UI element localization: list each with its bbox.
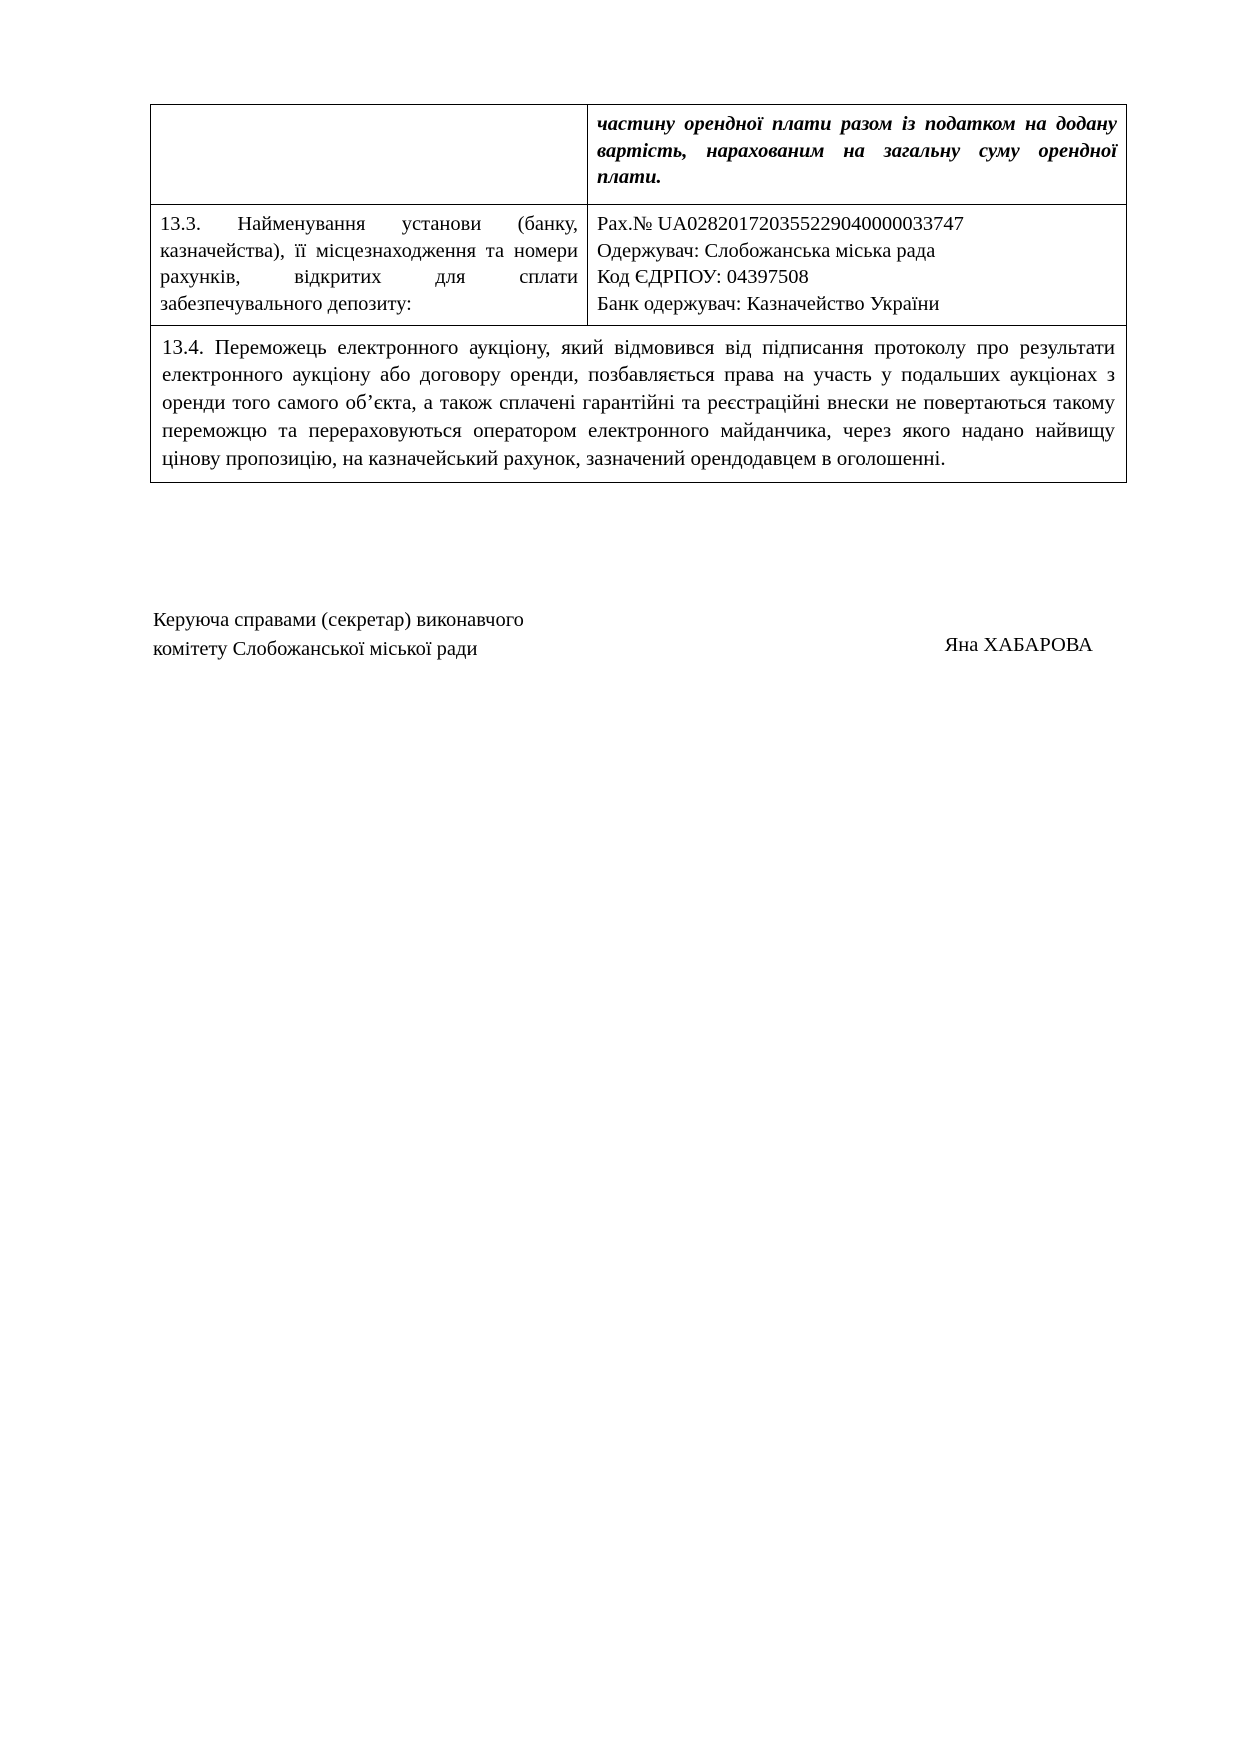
signatory-position bbox=[153, 606, 713, 664]
clause-13-3-label: 13.3. Найменування установи (банку, казначейства), її місцезнаходження та номери рахунків, відкритих для сплати забезпечувального депозиту: bbox=[151, 205, 588, 326]
continuation-right-cell: частину орендної плати разом із податком на додану вартість, нарахованим на загальну суму орендної плати. bbox=[588, 105, 1127, 205]
signature-block bbox=[153, 606, 1093, 664]
edrpou-line: Код ЄДРПОУ: 04397508 bbox=[597, 266, 809, 289]
signatory-position-line-1: Керуюча справами (секретар) виконавчого bbox=[153, 609, 524, 631]
recipient-line: Одержувач: Слобожанська міська рада bbox=[597, 239, 936, 262]
table-row bbox=[151, 105, 1127, 205]
signatory-position-line-2: комітету Слобожанської міської ради bbox=[153, 638, 478, 661]
table-row bbox=[151, 325, 1127, 483]
account-number-line: Рах.№ UA028201720355229040000033747 bbox=[597, 213, 964, 235]
signatory-name: Яна ХАБАРОВА bbox=[944, 634, 1093, 656]
requisites-table bbox=[150, 104, 1127, 483]
bank-line: Банк одержувач: Казначейство України bbox=[597, 292, 940, 315]
table-row bbox=[151, 205, 1127, 326]
clause-13-3-values bbox=[588, 205, 1127, 326]
continuation-left-cell bbox=[151, 105, 588, 205]
clause-13-4-text: 13.4. Переможець електронного аукціону, який відмовився від підписання протоколу про результати електронного аукціону або договору оренди, позбавляється права на участь у подальших аукціонах з оренди того самого об’єкта, а також сплачені гарантійні та реєстраційні внески не повертаються такому переможцю та перераховуються оператором електронного майданчика, через якого надано найвищу цінову пропозицію, на казначейський рахунок, зазначений орендодавцем в оголошенні. bbox=[151, 325, 1127, 483]
